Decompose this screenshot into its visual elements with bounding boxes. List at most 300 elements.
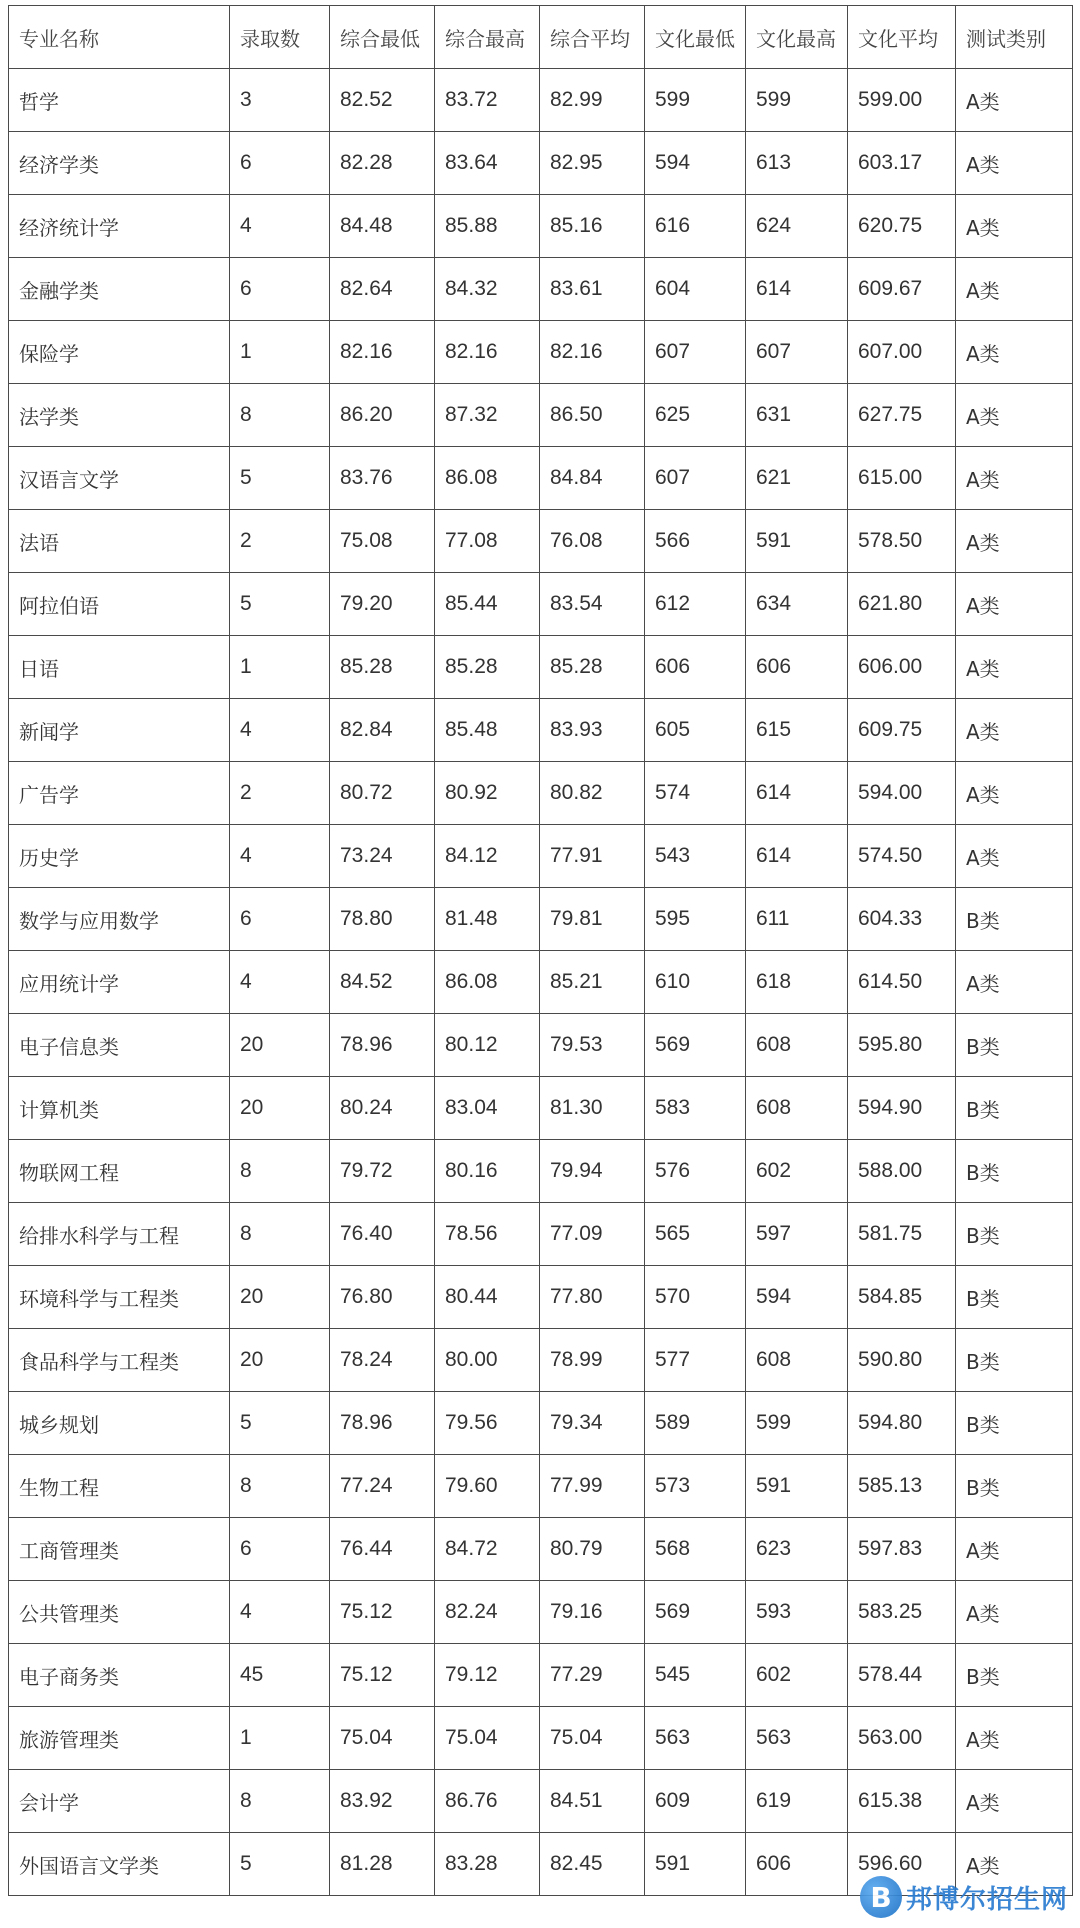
cell-test-category: B类 (956, 1392, 1073, 1455)
cell-test-category: A类 (956, 636, 1073, 699)
cell-culture-max: 615 (746, 699, 848, 762)
table-row (9, 447, 1073, 510)
cell-culture-max: 602 (746, 1140, 848, 1203)
table-row (9, 1203, 1073, 1266)
cell-composite-min: 82.64 (330, 258, 435, 321)
cell-culture-max: 624 (746, 195, 848, 258)
cell-composite-avg: 79.81 (540, 888, 645, 951)
cell-culture-min: 545 (645, 1644, 746, 1707)
cell-culture-avg: 578.50 (848, 510, 956, 573)
cell-test-category: B类 (956, 1266, 1073, 1329)
cell-culture-avg: 615.38 (848, 1770, 956, 1833)
table-row (9, 1455, 1073, 1518)
cell-composite-max: 86.08 (435, 447, 540, 510)
cell-admitted-count: 4 (230, 699, 330, 762)
cell-culture-avg: 603.17 (848, 132, 956, 195)
cell-culture-min: 595 (645, 888, 746, 951)
cell-composite-min: 78.96 (330, 1014, 435, 1077)
cell-composite-avg: 80.79 (540, 1518, 645, 1581)
cell-composite-max: 82.24 (435, 1581, 540, 1644)
cell-culture-max: 634 (746, 573, 848, 636)
cell-admitted-count: 6 (230, 888, 330, 951)
cell-culture-avg: 609.67 (848, 258, 956, 321)
cell-composite-avg: 76.08 (540, 510, 645, 573)
cell-test-category: A类 (956, 699, 1073, 762)
cell-admitted-count: 20 (230, 1329, 330, 1392)
table-row (9, 258, 1073, 321)
cell-culture-min: 604 (645, 258, 746, 321)
cell-composite-avg: 77.99 (540, 1455, 645, 1518)
header-composite-avg: 综合平均 (540, 6, 645, 69)
cell-composite-avg: 79.94 (540, 1140, 645, 1203)
cell-culture-max: 608 (746, 1014, 848, 1077)
cell-composite-max: 85.88 (435, 195, 540, 258)
cell-culture-avg: 607.00 (848, 321, 956, 384)
cell-culture-min: 574 (645, 762, 746, 825)
cell-culture-avg: 584.85 (848, 1266, 956, 1329)
cell-composite-min: 81.28 (330, 1833, 435, 1896)
cell-test-category: B类 (956, 888, 1073, 951)
cell-culture-avg: 594.80 (848, 1392, 956, 1455)
cell-major-name: 法语 (9, 510, 230, 573)
cell-major-name: 计算机类 (9, 1077, 230, 1140)
cell-culture-avg: 578.44 (848, 1644, 956, 1707)
cell-culture-avg: 599.00 (848, 69, 956, 132)
site-watermark (860, 1876, 1068, 1918)
table-row (9, 321, 1073, 384)
cell-culture-max: 593 (746, 1581, 848, 1644)
cell-composite-avg: 77.29 (540, 1644, 645, 1707)
cell-admitted-count: 4 (230, 1581, 330, 1644)
table-row (9, 195, 1073, 258)
cell-composite-max: 80.92 (435, 762, 540, 825)
cell-admitted-count: 1 (230, 636, 330, 699)
cell-culture-max: 599 (746, 1392, 848, 1455)
cell-admitted-count: 6 (230, 132, 330, 195)
cell-composite-max: 85.44 (435, 573, 540, 636)
cell-culture-avg: 620.75 (848, 195, 956, 258)
cell-culture-min: 625 (645, 384, 746, 447)
cell-culture-max: 594 (746, 1266, 848, 1329)
cell-culture-min: 599 (645, 69, 746, 132)
cell-composite-min: 80.72 (330, 762, 435, 825)
cell-major-name: 哲学 (9, 69, 230, 132)
cell-composite-min: 78.80 (330, 888, 435, 951)
cell-composite-max: 84.72 (435, 1518, 540, 1581)
cell-composite-min: 73.24 (330, 825, 435, 888)
cell-test-category: A类 (956, 1518, 1073, 1581)
table-row (9, 510, 1073, 573)
cell-admitted-count: 8 (230, 1770, 330, 1833)
cell-composite-min: 84.48 (330, 195, 435, 258)
cell-composite-avg: 85.16 (540, 195, 645, 258)
cell-culture-min: 573 (645, 1455, 746, 1518)
cell-major-name: 经济学类 (9, 132, 230, 195)
header-composite-min: 综合最低 (330, 6, 435, 69)
cell-culture-max: 607 (746, 321, 848, 384)
cell-major-name: 应用统计学 (9, 951, 230, 1014)
cell-test-category: A类 (956, 951, 1073, 1014)
cell-culture-avg: 621.80 (848, 573, 956, 636)
cell-culture-min: 563 (645, 1707, 746, 1770)
cell-culture-max: 623 (746, 1518, 848, 1581)
cell-admitted-count: 6 (230, 1518, 330, 1581)
cell-culture-min: 570 (645, 1266, 746, 1329)
cell-test-category: B类 (956, 1329, 1073, 1392)
cell-culture-min: 583 (645, 1077, 746, 1140)
cell-major-name: 电子商务类 (9, 1644, 230, 1707)
cell-composite-avg: 80.82 (540, 762, 645, 825)
cell-major-name: 汉语言文学 (9, 447, 230, 510)
cell-test-category: A类 (956, 1833, 1073, 1896)
cell-composite-min: 75.12 (330, 1581, 435, 1644)
cell-culture-max: 591 (746, 1455, 848, 1518)
cell-composite-min: 82.52 (330, 69, 435, 132)
header-culture-min: 文化最低 (645, 6, 746, 69)
cell-composite-avg: 82.45 (540, 1833, 645, 1896)
cell-culture-min: 569 (645, 1581, 746, 1644)
cell-culture-max: 614 (746, 762, 848, 825)
cell-culture-max: 614 (746, 825, 848, 888)
cell-composite-avg: 78.99 (540, 1329, 645, 1392)
admissions-table (8, 5, 1073, 1896)
cell-culture-min: 577 (645, 1329, 746, 1392)
table-row (9, 888, 1073, 951)
cell-culture-max: 563 (746, 1707, 848, 1770)
cell-composite-max: 80.00 (435, 1329, 540, 1392)
cell-composite-avg: 85.28 (540, 636, 645, 699)
cell-composite-min: 80.24 (330, 1077, 435, 1140)
cell-admitted-count: 1 (230, 1707, 330, 1770)
cell-composite-max: 85.48 (435, 699, 540, 762)
table-row (9, 132, 1073, 195)
table-row (9, 1392, 1073, 1455)
cell-culture-avg: 594.00 (848, 762, 956, 825)
cell-admitted-count: 1 (230, 321, 330, 384)
cell-admitted-count: 8 (230, 1203, 330, 1266)
cell-major-name: 外国语言文学类 (9, 1833, 230, 1896)
cell-composite-min: 86.20 (330, 384, 435, 447)
cell-culture-avg: 609.75 (848, 699, 956, 762)
table-header-row (9, 6, 1073, 69)
cell-admitted-count: 45 (230, 1644, 330, 1707)
cell-test-category: A类 (956, 69, 1073, 132)
cell-admitted-count: 4 (230, 195, 330, 258)
cell-culture-max: 618 (746, 951, 848, 1014)
cell-composite-max: 77.08 (435, 510, 540, 573)
cell-culture-min: 607 (645, 321, 746, 384)
cell-culture-min: 568 (645, 1518, 746, 1581)
cell-culture-min: 589 (645, 1392, 746, 1455)
table-row (9, 1770, 1073, 1833)
cell-composite-max: 85.28 (435, 636, 540, 699)
cell-composite-avg: 83.61 (540, 258, 645, 321)
header-culture-avg: 文化平均 (848, 6, 956, 69)
cell-major-name: 会计学 (9, 1770, 230, 1833)
cell-composite-avg: 79.53 (540, 1014, 645, 1077)
header-major-name: 专业名称 (9, 6, 230, 69)
cell-composite-min: 78.24 (330, 1329, 435, 1392)
cell-culture-avg: 596.60 (848, 1833, 956, 1896)
cell-culture-avg: 574.50 (848, 825, 956, 888)
cell-major-name: 工商管理类 (9, 1518, 230, 1581)
cell-major-name: 数学与应用数学 (9, 888, 230, 951)
table-row (9, 636, 1073, 699)
cell-composite-min: 83.92 (330, 1770, 435, 1833)
cell-composite-avg: 79.34 (540, 1392, 645, 1455)
header-test-category: 测试类别 (956, 6, 1073, 69)
cell-culture-max: 602 (746, 1644, 848, 1707)
cell-test-category: A类 (956, 447, 1073, 510)
cell-composite-max: 79.60 (435, 1455, 540, 1518)
cell-major-name: 物联网工程 (9, 1140, 230, 1203)
cell-major-name: 旅游管理类 (9, 1707, 230, 1770)
cell-test-category: A类 (956, 132, 1073, 195)
cell-admitted-count: 5 (230, 447, 330, 510)
cell-culture-avg: 606.00 (848, 636, 956, 699)
cell-culture-avg: 563.00 (848, 1707, 956, 1770)
cell-composite-min: 75.04 (330, 1707, 435, 1770)
cell-admitted-count: 20 (230, 1014, 330, 1077)
cell-test-category: A类 (956, 1707, 1073, 1770)
cell-major-name: 经济统计学 (9, 195, 230, 258)
cell-composite-max: 79.56 (435, 1392, 540, 1455)
cell-composite-avg: 81.30 (540, 1077, 645, 1140)
cell-composite-min: 78.96 (330, 1392, 435, 1455)
cell-culture-avg: 615.00 (848, 447, 956, 510)
cell-composite-max: 86.76 (435, 1770, 540, 1833)
cell-admitted-count: 2 (230, 510, 330, 573)
cell-major-name: 给排水科学与工程 (9, 1203, 230, 1266)
cell-composite-max: 80.16 (435, 1140, 540, 1203)
cell-culture-min: 609 (645, 1770, 746, 1833)
cell-test-category: A类 (956, 1581, 1073, 1644)
table-row (9, 951, 1073, 1014)
table-row (9, 762, 1073, 825)
cell-admitted-count: 5 (230, 573, 330, 636)
cell-composite-avg: 86.50 (540, 384, 645, 447)
cell-composite-max: 86.08 (435, 951, 540, 1014)
cell-culture-avg: 588.00 (848, 1140, 956, 1203)
cell-composite-avg: 84.51 (540, 1770, 645, 1833)
cell-admitted-count: 4 (230, 825, 330, 888)
cell-composite-max: 83.28 (435, 1833, 540, 1896)
cell-culture-min: 576 (645, 1140, 746, 1203)
cell-culture-max: 599 (746, 69, 848, 132)
cell-culture-min: 569 (645, 1014, 746, 1077)
cell-culture-avg: 581.75 (848, 1203, 956, 1266)
cell-culture-min: 543 (645, 825, 746, 888)
cell-composite-avg: 75.04 (540, 1707, 645, 1770)
cell-culture-max: 614 (746, 258, 848, 321)
cell-composite-max: 84.32 (435, 258, 540, 321)
cell-culture-max: 606 (746, 1833, 848, 1896)
cell-admitted-count: 5 (230, 1833, 330, 1896)
table-body (9, 69, 1073, 1896)
cell-admitted-count: 2 (230, 762, 330, 825)
table-row (9, 1266, 1073, 1329)
cell-composite-min: 76.80 (330, 1266, 435, 1329)
watermark-text: 邦博尔招生网 (905, 1884, 1068, 1915)
cell-composite-avg: 82.99 (540, 69, 645, 132)
table-row (9, 1518, 1073, 1581)
cell-composite-avg: 77.91 (540, 825, 645, 888)
table-row (9, 1707, 1073, 1770)
cell-composite-max: 79.12 (435, 1644, 540, 1707)
cell-test-category: A类 (956, 762, 1073, 825)
cell-composite-min: 85.28 (330, 636, 435, 699)
cell-composite-max: 83.04 (435, 1077, 540, 1140)
cell-admitted-count: 8 (230, 384, 330, 447)
cell-culture-min: 566 (645, 510, 746, 573)
cell-composite-max: 78.56 (435, 1203, 540, 1266)
cell-major-name: 环境科学与工程类 (9, 1266, 230, 1329)
cell-culture-min: 605 (645, 699, 746, 762)
table-row (9, 825, 1073, 888)
cell-culture-min: 612 (645, 573, 746, 636)
cell-major-name: 阿拉伯语 (9, 573, 230, 636)
cell-culture-min: 616 (645, 195, 746, 258)
cell-culture-min: 565 (645, 1203, 746, 1266)
cell-culture-max: 621 (746, 447, 848, 510)
cell-composite-min: 79.20 (330, 573, 435, 636)
cell-major-name: 法学类 (9, 384, 230, 447)
table-row (9, 1014, 1073, 1077)
cell-culture-avg: 627.75 (848, 384, 956, 447)
cell-major-name: 城乡规划 (9, 1392, 230, 1455)
cell-culture-avg: 590.80 (848, 1329, 956, 1392)
cell-culture-avg: 597.83 (848, 1518, 956, 1581)
table-row (9, 1581, 1073, 1644)
cell-admitted-count: 20 (230, 1077, 330, 1140)
cell-major-name: 食品科学与工程类 (9, 1329, 230, 1392)
cell-culture-min: 591 (645, 1833, 746, 1896)
table-row (9, 1140, 1073, 1203)
cell-test-category: B类 (956, 1455, 1073, 1518)
cell-culture-max: 613 (746, 132, 848, 195)
cell-composite-max: 84.12 (435, 825, 540, 888)
header-admitted-count: 录取数 (230, 6, 330, 69)
cell-admitted-count: 5 (230, 1392, 330, 1455)
cell-culture-avg: 595.80 (848, 1014, 956, 1077)
cell-test-category: A类 (956, 573, 1073, 636)
cell-culture-avg: 585.13 (848, 1455, 956, 1518)
cell-major-name: 电子信息类 (9, 1014, 230, 1077)
cell-test-category: A类 (956, 195, 1073, 258)
cell-composite-avg: 77.09 (540, 1203, 645, 1266)
cell-composite-min: 79.72 (330, 1140, 435, 1203)
table-row (9, 1077, 1073, 1140)
cell-composite-max: 83.64 (435, 132, 540, 195)
cell-test-category: B类 (956, 1140, 1073, 1203)
cell-culture-avg: 614.50 (848, 951, 956, 1014)
cell-test-category: A类 (956, 384, 1073, 447)
cell-major-name: 生物工程 (9, 1455, 230, 1518)
table-row (9, 699, 1073, 762)
cell-test-category: B类 (956, 1644, 1073, 1707)
cell-composite-min: 76.40 (330, 1203, 435, 1266)
cell-culture-max: 619 (746, 1770, 848, 1833)
watermark-logo-icon: B (860, 1876, 902, 1918)
cell-major-name: 广告学 (9, 762, 230, 825)
cell-test-category: A类 (956, 321, 1073, 384)
cell-test-category: A类 (956, 258, 1073, 321)
cell-composite-min: 77.24 (330, 1455, 435, 1518)
cell-composite-max: 80.44 (435, 1266, 540, 1329)
table-row (9, 69, 1073, 132)
cell-composite-max: 87.32 (435, 384, 540, 447)
cell-culture-max: 597 (746, 1203, 848, 1266)
cell-admitted-count: 8 (230, 1140, 330, 1203)
cell-test-category: A类 (956, 510, 1073, 573)
cell-major-name: 公共管理类 (9, 1581, 230, 1644)
cell-major-name: 金融学类 (9, 258, 230, 321)
cell-major-name: 新闻学 (9, 699, 230, 762)
cell-culture-max: 606 (746, 636, 848, 699)
cell-composite-avg: 84.84 (540, 447, 645, 510)
cell-admitted-count: 8 (230, 1455, 330, 1518)
table-row (9, 1329, 1073, 1392)
cell-composite-min: 83.76 (330, 447, 435, 510)
cell-test-category: B类 (956, 1203, 1073, 1266)
cell-composite-avg: 82.95 (540, 132, 645, 195)
cell-culture-min: 607 (645, 447, 746, 510)
cell-composite-max: 81.48 (435, 888, 540, 951)
cell-composite-min: 82.16 (330, 321, 435, 384)
cell-composite-min: 75.08 (330, 510, 435, 573)
cell-major-name: 日语 (9, 636, 230, 699)
cell-culture-avg: 594.90 (848, 1077, 956, 1140)
cell-composite-max: 83.72 (435, 69, 540, 132)
cell-culture-min: 610 (645, 951, 746, 1014)
cell-test-category: A类 (956, 1770, 1073, 1833)
cell-culture-max: 611 (746, 888, 848, 951)
cell-composite-min: 82.28 (330, 132, 435, 195)
header-composite-max: 综合最高 (435, 6, 540, 69)
header-culture-max: 文化最高 (746, 6, 848, 69)
cell-culture-max: 608 (746, 1077, 848, 1140)
cell-admitted-count: 20 (230, 1266, 330, 1329)
cell-composite-avg: 79.16 (540, 1581, 645, 1644)
cell-major-name: 历史学 (9, 825, 230, 888)
cell-composite-min: 75.12 (330, 1644, 435, 1707)
table-row (9, 573, 1073, 636)
cell-culture-avg: 583.25 (848, 1581, 956, 1644)
cell-composite-min: 82.84 (330, 699, 435, 762)
cell-composite-min: 76.44 (330, 1518, 435, 1581)
cell-test-category: B类 (956, 1077, 1073, 1140)
cell-test-category: B类 (956, 1014, 1073, 1077)
cell-composite-max: 82.16 (435, 321, 540, 384)
cell-test-category: A类 (956, 825, 1073, 888)
cell-admitted-count: 3 (230, 69, 330, 132)
cell-culture-avg: 604.33 (848, 888, 956, 951)
cell-admitted-count: 6 (230, 258, 330, 321)
cell-composite-avg: 83.93 (540, 699, 645, 762)
cell-composite-max: 80.12 (435, 1014, 540, 1077)
cell-composite-avg: 77.80 (540, 1266, 645, 1329)
table-row (9, 384, 1073, 447)
cell-composite-min: 84.52 (330, 951, 435, 1014)
cell-culture-max: 591 (746, 510, 848, 573)
cell-culture-min: 606 (645, 636, 746, 699)
cell-culture-max: 608 (746, 1329, 848, 1392)
cell-admitted-count: 4 (230, 951, 330, 1014)
cell-composite-avg: 82.16 (540, 321, 645, 384)
cell-major-name: 保险学 (9, 321, 230, 384)
table-row (9, 1644, 1073, 1707)
cell-composite-avg: 83.54 (540, 573, 645, 636)
